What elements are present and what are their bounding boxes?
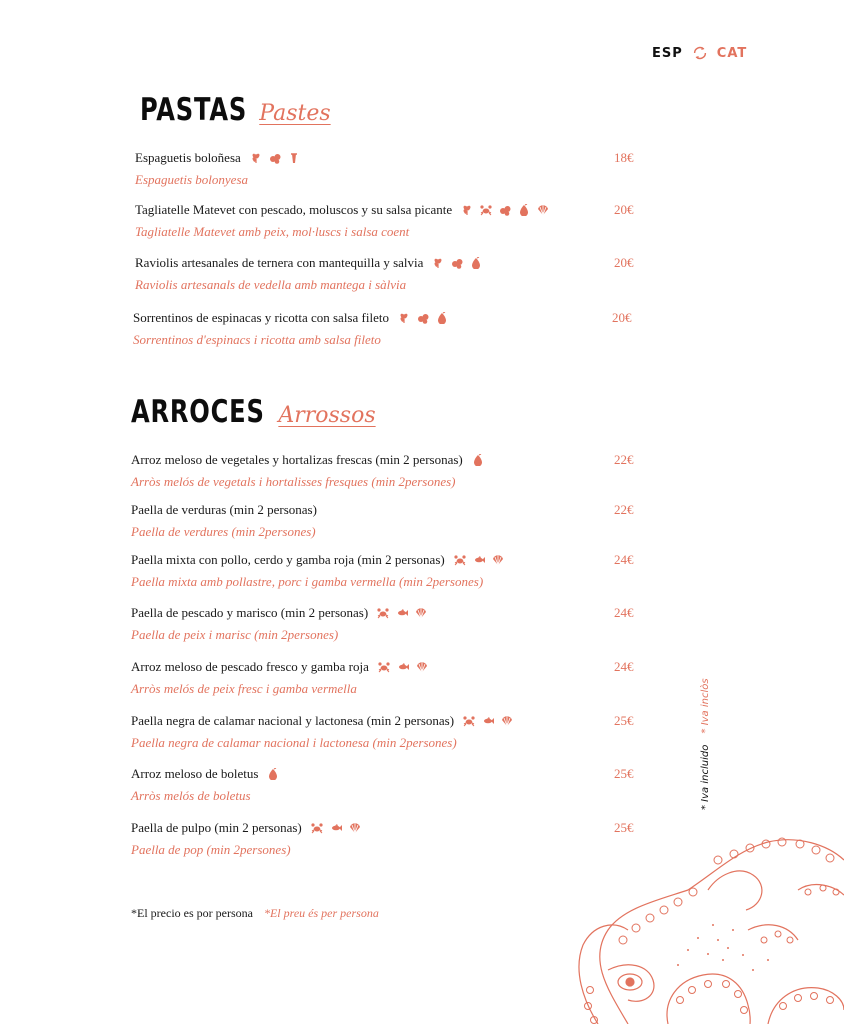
- dish-price: 25€: [614, 766, 634, 781]
- dish-name: [131, 452, 484, 468]
- dish-name: [131, 502, 317, 518]
- crab-icon: [480, 204, 492, 216]
- dish-name-catalan: Paella de pop (min 2persones): [131, 842, 291, 857]
- dish-name: [131, 766, 279, 782]
- fish-icon: [396, 607, 408, 619]
- allergen-icons: [463, 715, 513, 727]
- dish-name: [131, 605, 427, 621]
- milk-icon: [470, 257, 482, 269]
- dish-name-text: Paella negra de calamar nacional y lactonesa (min 2 personas): [131, 713, 455, 728]
- section-title-ca: Pastes: [259, 101, 331, 126]
- nuts-icon: [451, 257, 463, 269]
- octopus-illustration: [568, 830, 844, 1024]
- dish-name-text: Paella de pulpo (min 2 personas): [131, 820, 302, 835]
- crab-icon: [311, 822, 323, 834]
- dish-name-catalan: Paella de peix i marisc (min 2persones): [131, 627, 339, 642]
- dish-name-catalan: Paella de verdures (min 2persones): [131, 524, 316, 539]
- shell-icon: [501, 715, 513, 727]
- lang-esp[interactable]: ESP: [652, 45, 683, 61]
- price-note-ca: *El preu és per persona: [263, 906, 379, 920]
- dish-name-text: Tagliatelle Matevet con pescado, moluscos y su salsa picante: [135, 202, 453, 217]
- dish-price: 25€: [614, 713, 634, 728]
- dish-name-text: Arroz meloso de pescado fresco y gamba roja: [131, 659, 369, 674]
- dish-name: [131, 552, 504, 568]
- fish-icon: [330, 822, 342, 834]
- section-title-arroces: [131, 394, 376, 430]
- section-title-ca: Arrossos: [278, 403, 376, 428]
- nuts-icon: [499, 204, 511, 216]
- dish-name-text: Paella mixta con pollo, cerdo y gamba roja (min 2 personas): [131, 552, 445, 567]
- dish-name-catalan: Tagliatelle Matevet amb peix, mol·luscs i salsa coent: [135, 224, 410, 239]
- allergen-icons: [250, 152, 300, 164]
- allergen-icons: [398, 312, 448, 324]
- dish-name-catalan: Arròs melós de peix fresc i gamba vermella: [131, 681, 357, 696]
- dish-name-text: Paella de verduras (min 2 personas): [131, 502, 317, 517]
- allergen-icons: [461, 204, 549, 216]
- wheat-icon: [250, 152, 262, 164]
- dish-name-catalan: Paella negra de calamar nacional i lactonesa (min 2persones): [131, 735, 457, 750]
- allergen-icons: [377, 607, 427, 619]
- dish-price: 22€: [614, 502, 634, 517]
- dish-name-text: Arroz meloso de vegetales y hortalizas frescas (min 2 personas): [131, 452, 463, 467]
- dish-price: 20€: [614, 202, 634, 217]
- swap-icon[interactable]: [691, 44, 709, 62]
- allergen-icons: [267, 768, 279, 780]
- shell-icon: [416, 661, 428, 673]
- dish-price: 24€: [614, 659, 634, 674]
- milk-icon: [472, 454, 484, 466]
- wheat-icon: [398, 312, 410, 324]
- section-title-es: PASTAS: [140, 92, 248, 128]
- milk-icon: [267, 768, 279, 780]
- dish-price: 20€: [614, 255, 634, 270]
- dish-price: 25€: [614, 820, 634, 835]
- dish-name: [131, 659, 428, 675]
- fish-icon: [473, 554, 485, 566]
- nuts-icon: [417, 312, 429, 324]
- price-note: [131, 906, 379, 921]
- crab-icon: [463, 715, 475, 727]
- dish-name-catalan: Arròs melós de vegetals i hortalisses fresques (min 2persones): [131, 474, 456, 489]
- dish-price: 18€: [614, 150, 634, 165]
- dish-name-text: Sorrentinos de espinacas y ricotta con salsa fileto: [133, 310, 389, 325]
- dish-name: [133, 310, 448, 326]
- dish-name-text: Espaguetis boloñesa: [135, 150, 241, 165]
- dish-price: 24€: [614, 605, 634, 620]
- wheat-icon: [432, 257, 444, 269]
- allergen-icons: [454, 554, 504, 566]
- language-switch: [652, 44, 747, 62]
- nuts-icon: [269, 152, 281, 164]
- iva-note-es: * Iva incluido: [700, 744, 711, 810]
- shell-icon: [537, 204, 549, 216]
- dish-name: [135, 150, 300, 166]
- dish-name-text: Arroz meloso de boletus: [131, 766, 259, 781]
- celery-icon: [288, 152, 300, 164]
- allergen-icons: [378, 661, 428, 673]
- milk-icon: [436, 312, 448, 324]
- price-note-es: *El precio es por persona: [131, 906, 253, 920]
- section-title-pastas: [140, 92, 331, 128]
- dish-price: 22€: [614, 452, 634, 467]
- dish-price: 20€: [612, 310, 632, 325]
- fish-icon: [482, 715, 494, 727]
- dish-name-catalan: Arròs melós de boletus: [131, 788, 251, 803]
- fish-icon: [397, 661, 409, 673]
- dish-name: [131, 820, 361, 836]
- dish-price: 24€: [614, 552, 634, 567]
- wheat-icon: [461, 204, 473, 216]
- allergen-icons: [472, 454, 484, 466]
- dish-name-catalan: Espaguetis bolonyesa: [135, 172, 249, 187]
- iva-note-ca: * Iva inclòs: [700, 678, 711, 734]
- allergen-icons: [311, 822, 361, 834]
- shell-icon: [492, 554, 504, 566]
- allergen-icons: [432, 257, 482, 269]
- iva-note: [700, 680, 720, 810]
- dish-name-text: Paella de pescado y marisco (min 2 personas): [131, 605, 369, 620]
- crab-icon: [378, 661, 390, 673]
- shell-icon: [349, 822, 361, 834]
- crab-icon: [377, 607, 389, 619]
- dish-name-catalan: Sorrentinos d'espinacs i ricotta amb salsa fileto: [133, 332, 381, 347]
- section-title-es: ARROCES: [131, 394, 265, 430]
- milk-icon: [518, 204, 530, 216]
- shell-icon: [415, 607, 427, 619]
- dish-name: [131, 713, 513, 729]
- dish-name-catalan: Raviolis artesanals de vedella amb mantega i sàlvia: [135, 277, 407, 292]
- dish-name: [135, 202, 549, 218]
- dish-name-catalan: Paella mixta amb pollastre, porc i gamba vermella (min 2persones): [131, 574, 484, 589]
- dish-name-text: Raviolis artesanales de ternera con mantequilla y salvia: [135, 255, 424, 270]
- dish-name: [135, 255, 482, 271]
- crab-icon: [454, 554, 466, 566]
- lang-cat[interactable]: CAT: [716, 45, 748, 61]
